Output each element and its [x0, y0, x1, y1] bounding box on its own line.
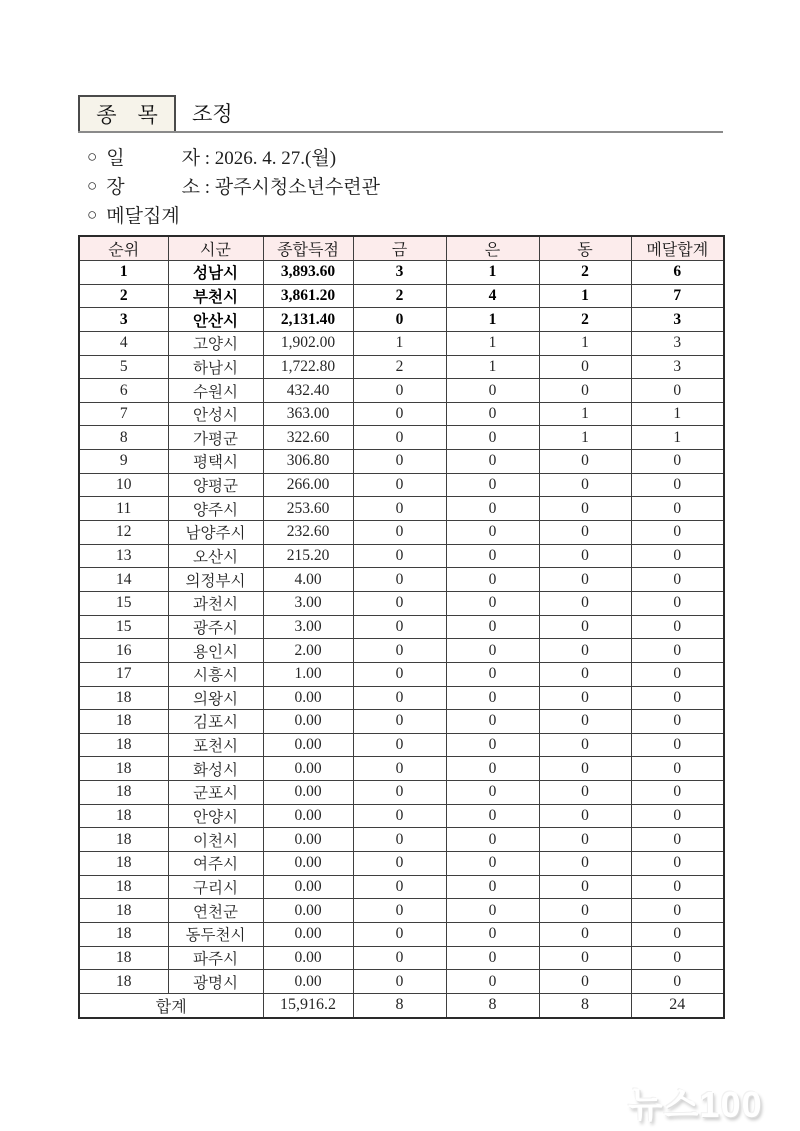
table-cell: 266.00 — [263, 473, 353, 497]
table-cell: 평택시 — [168, 450, 263, 474]
table-cell: 0.00 — [263, 875, 353, 899]
table-cell: 18 — [79, 922, 168, 946]
meta-date-text: 일 자 : 2026. 4. 27.(월) — [106, 148, 337, 169]
table-cell: 363.00 — [263, 402, 353, 426]
table-cell: 0 — [631, 875, 724, 899]
table-cell: 0 — [353, 852, 446, 876]
table-cell: 0 — [631, 639, 724, 663]
table-cell: 0 — [353, 781, 446, 805]
table-cell: 0.00 — [263, 828, 353, 852]
table-row — [79, 970, 724, 994]
table-cell: 0 — [353, 804, 446, 828]
table-row — [79, 875, 724, 899]
table-cell: 0 — [631, 781, 724, 805]
table-cell: 0 — [539, 852, 631, 876]
meta-line-medal-count — [78, 200, 723, 229]
subject-value: 조정 — [192, 102, 233, 126]
table-cell: 고양시 — [168, 331, 263, 355]
table-cell: 0 — [539, 568, 631, 592]
table-cell: 0 — [446, 473, 539, 497]
table-cell: 하남시 — [168, 355, 263, 379]
header-medal-total: 메달합계 — [631, 236, 724, 261]
table-cell: 연천군 — [168, 899, 263, 923]
table-cell: 0 — [353, 568, 446, 592]
table-cell: 양평군 — [168, 473, 263, 497]
table-cell: 5 — [79, 355, 168, 379]
table-cell: 0 — [446, 922, 539, 946]
table-cell: 0 — [539, 473, 631, 497]
meta-medal-count-text: 메달집계 — [106, 206, 180, 227]
table-cell: 0 — [539, 355, 631, 379]
table-cell: 0 — [631, 497, 724, 521]
table-cell: 215.20 — [263, 544, 353, 568]
table-cell: 3,861.20 — [263, 284, 353, 308]
table-cell: 남양주시 — [168, 521, 263, 545]
table-cell: 0 — [353, 899, 446, 923]
table-cell: 9 — [79, 450, 168, 474]
table-cell: 오산시 — [168, 544, 263, 568]
table-cell: 0 — [446, 568, 539, 592]
table-cell: 0 — [446, 781, 539, 805]
table-cell: 0 — [446, 662, 539, 686]
table-cell: 0 — [631, 804, 724, 828]
table-row — [79, 308, 724, 332]
table-cell: 3,893.60 — [263, 261, 353, 285]
table-cell: 3 — [353, 261, 446, 285]
table-cell: 2 — [353, 284, 446, 308]
table-cell: 0 — [446, 946, 539, 970]
table-cell: 0.00 — [263, 781, 353, 805]
table-cell: 0 — [446, 733, 539, 757]
table-cell: 0 — [539, 946, 631, 970]
header-score: 종합득점 — [263, 236, 353, 261]
table-row — [79, 355, 724, 379]
table-cell: 1,902.00 — [263, 331, 353, 355]
table-row — [79, 521, 724, 545]
table-cell: 0 — [353, 970, 446, 994]
table-cell: 1 — [631, 402, 724, 426]
table-cell: 0 — [446, 591, 539, 615]
table-cell: 18 — [79, 828, 168, 852]
table-cell: 0 — [446, 852, 539, 876]
table-cell: 0 — [539, 875, 631, 899]
table-cell: 0.00 — [263, 899, 353, 923]
table-cell: 18 — [79, 733, 168, 757]
table-cell: 18 — [79, 970, 168, 994]
table-cell: 0 — [353, 497, 446, 521]
table-cell: 16 — [79, 639, 168, 663]
table-row — [79, 686, 724, 710]
table-cell: 17 — [79, 662, 168, 686]
table-row — [79, 852, 724, 876]
table-cell: 18 — [79, 781, 168, 805]
table-cell: 0 — [539, 828, 631, 852]
table-cell: 1 — [539, 426, 631, 450]
table-row — [79, 497, 724, 521]
table-cell: 1 — [539, 284, 631, 308]
table-cell: 2 — [539, 261, 631, 285]
table-cell: 0 — [353, 922, 446, 946]
table-cell: 0 — [446, 804, 539, 828]
table-cell: 1 — [446, 355, 539, 379]
table-cell: 322.60 — [263, 426, 353, 450]
table-cell: 0 — [353, 379, 446, 403]
table-cell: 0 — [353, 733, 446, 757]
table-row — [79, 615, 724, 639]
table-cell: 수원시 — [168, 379, 263, 403]
table-cell: 0 — [446, 615, 539, 639]
header-rank: 순위 — [79, 236, 168, 261]
table-cell: 0.00 — [263, 970, 353, 994]
meta-line-date — [78, 142, 723, 171]
table-cell: 2.00 — [263, 639, 353, 663]
table-cell: 0 — [539, 521, 631, 545]
table-cell: 0 — [631, 686, 724, 710]
table-cell: 가평군 — [168, 426, 263, 450]
table-cell: 0 — [353, 662, 446, 686]
table-cell: 3.00 — [263, 615, 353, 639]
table-row — [79, 781, 724, 805]
table-row — [79, 591, 724, 615]
table-cell: 0 — [539, 899, 631, 923]
table-footer-row — [79, 993, 724, 1018]
table-cell: 14 — [79, 568, 168, 592]
table-cell: 0 — [631, 591, 724, 615]
table-cell: 18 — [79, 899, 168, 923]
table-cell: 0 — [446, 450, 539, 474]
table-cell: 18 — [79, 852, 168, 876]
table-cell: 0.00 — [263, 852, 353, 876]
medal-table-footer — [79, 993, 724, 1018]
table-cell: 0 — [353, 450, 446, 474]
table-cell: 0 — [446, 875, 539, 899]
table-cell: 1 — [353, 331, 446, 355]
table-cell: 0.00 — [263, 686, 353, 710]
table-cell: 2 — [79, 284, 168, 308]
footer-label: 합계 — [79, 993, 263, 1018]
table-cell: 여주시 — [168, 852, 263, 876]
table-cell: 0 — [539, 615, 631, 639]
table-cell: 3 — [631, 355, 724, 379]
table-cell: 군포시 — [168, 781, 263, 805]
table-cell: 광명시 — [168, 970, 263, 994]
table-cell: 0 — [539, 781, 631, 805]
table-cell: 0 — [353, 591, 446, 615]
table-row — [79, 922, 724, 946]
table-cell: 0 — [353, 686, 446, 710]
table-cell: 0 — [353, 473, 446, 497]
table-cell: 0 — [539, 733, 631, 757]
header-bronze: 동 — [539, 236, 631, 261]
table-row — [79, 379, 724, 403]
table-cell: 0 — [539, 379, 631, 403]
table-cell: 306.80 — [263, 450, 353, 474]
footer-score: 15,916.2 — [263, 993, 353, 1018]
table-cell: 0 — [631, 450, 724, 474]
table-cell: 0 — [539, 757, 631, 781]
table-cell: 0 — [446, 497, 539, 521]
table-cell: 0 — [631, 568, 724, 592]
table-cell: 4 — [446, 284, 539, 308]
table-row — [79, 946, 724, 970]
table-cell: 안성시 — [168, 402, 263, 426]
header-row — [79, 236, 724, 261]
table-cell: 파주시 — [168, 946, 263, 970]
table-cell: 1 — [79, 261, 168, 285]
table-cell: 7 — [79, 402, 168, 426]
table-cell: 0 — [539, 544, 631, 568]
table-cell: 18 — [79, 710, 168, 734]
table-cell: 0 — [539, 922, 631, 946]
table-cell: 18 — [79, 946, 168, 970]
table-cell: 0 — [353, 402, 446, 426]
table-cell: 이천시 — [168, 828, 263, 852]
table-cell: 12 — [79, 521, 168, 545]
table-row — [79, 757, 724, 781]
table-cell: 과천시 — [168, 591, 263, 615]
table-cell: 18 — [79, 875, 168, 899]
table-cell: 안양시 — [168, 804, 263, 828]
table-row — [79, 426, 724, 450]
table-cell: 0 — [446, 379, 539, 403]
table-cell: 0 — [539, 639, 631, 663]
circle-bullet-icon: ○ — [87, 205, 98, 224]
table-cell: 0 — [631, 615, 724, 639]
table-row — [79, 568, 724, 592]
title-row — [78, 95, 723, 133]
table-cell: 8 — [79, 426, 168, 450]
table-cell: 0 — [446, 828, 539, 852]
table-cell: 0 — [353, 308, 446, 332]
table-cell: 부천시 — [168, 284, 263, 308]
table-cell: 구리시 — [168, 875, 263, 899]
table-cell: 0 — [631, 922, 724, 946]
table-cell: 0 — [353, 639, 446, 663]
table-cell: 1 — [446, 308, 539, 332]
table-cell: 0.00 — [263, 710, 353, 734]
table-cell: 3 — [79, 308, 168, 332]
table-cell: 0 — [631, 521, 724, 545]
table-row — [79, 261, 724, 285]
table-row — [79, 733, 724, 757]
table-cell: 0 — [631, 710, 724, 734]
table-cell: 김포시 — [168, 710, 263, 734]
table-row — [79, 639, 724, 663]
medal-table-body — [79, 261, 724, 994]
table-cell: 성남시 — [168, 261, 263, 285]
table-cell: 동두천시 — [168, 922, 263, 946]
table-cell: 10 — [79, 473, 168, 497]
table-cell: 0 — [631, 970, 724, 994]
table-cell: 18 — [79, 686, 168, 710]
footer-silver: 8 — [446, 993, 539, 1018]
table-cell: 의정부시 — [168, 568, 263, 592]
table-cell: 6 — [79, 379, 168, 403]
table-row — [79, 402, 724, 426]
table-cell: 0 — [631, 852, 724, 876]
meta-list — [78, 142, 723, 229]
table-cell: 0 — [631, 662, 724, 686]
table-cell: 0 — [446, 710, 539, 734]
table-cell: 0 — [353, 615, 446, 639]
header-gold: 금 — [353, 236, 446, 261]
table-row — [79, 473, 724, 497]
table-cell: 화성시 — [168, 757, 263, 781]
table-cell: 0 — [353, 828, 446, 852]
table-cell: 0 — [353, 875, 446, 899]
circle-bullet-icon: ○ — [87, 176, 98, 195]
table-cell: 0 — [446, 426, 539, 450]
table-cell: 0 — [539, 804, 631, 828]
table-cell: 0 — [446, 757, 539, 781]
table-cell: 2,131.40 — [263, 308, 353, 332]
table-cell: 포천시 — [168, 733, 263, 757]
table-cell: 0 — [631, 473, 724, 497]
table-cell: 0 — [446, 970, 539, 994]
table-cell: 0 — [446, 544, 539, 568]
table-cell: 0 — [631, 946, 724, 970]
table-cell: 0 — [446, 521, 539, 545]
table-cell: 0 — [353, 426, 446, 450]
table-cell: 18 — [79, 804, 168, 828]
footer-bronze: 8 — [539, 993, 631, 1018]
table-cell: 0 — [539, 710, 631, 734]
table-cell: 0 — [353, 710, 446, 734]
table-cell: 11 — [79, 497, 168, 521]
document-page — [78, 95, 723, 1019]
table-cell: 3.00 — [263, 591, 353, 615]
table-row — [79, 710, 724, 734]
table-cell: 0 — [353, 544, 446, 568]
table-cell: 15 — [79, 591, 168, 615]
table-cell: 0.00 — [263, 804, 353, 828]
table-cell: 3 — [631, 308, 724, 332]
table-row — [79, 804, 724, 828]
table-cell: 1 — [446, 331, 539, 355]
table-cell: 1.00 — [263, 662, 353, 686]
table-row — [79, 544, 724, 568]
table-cell: 0.00 — [263, 946, 353, 970]
table-cell: 432.40 — [263, 379, 353, 403]
table-row — [79, 828, 724, 852]
footer-medal-total: 24 — [631, 993, 724, 1018]
table-cell: 1 — [539, 331, 631, 355]
footer-gold: 8 — [353, 993, 446, 1018]
table-cell: 1 — [631, 426, 724, 450]
table-cell: 0 — [539, 497, 631, 521]
table-cell: 광주시 — [168, 615, 263, 639]
table-row — [79, 284, 724, 308]
table-cell: 4.00 — [263, 568, 353, 592]
table-cell: 6 — [631, 261, 724, 285]
medal-table — [78, 235, 725, 1019]
medal-table-header — [79, 236, 724, 261]
header-city: 시군 — [168, 236, 263, 261]
table-cell: 0 — [631, 899, 724, 923]
table-cell: 0.00 — [263, 757, 353, 781]
table-row — [79, 331, 724, 355]
table-cell: 0 — [446, 402, 539, 426]
table-cell: 시흥시 — [168, 662, 263, 686]
circle-bullet-icon: ○ — [87, 147, 98, 166]
table-cell: 7 — [631, 284, 724, 308]
table-cell: 0 — [539, 591, 631, 615]
table-cell: 0 — [539, 662, 631, 686]
table-cell: 0 — [631, 828, 724, 852]
meta-place-text: 장 소 : 광주시청소년수련관 — [106, 177, 380, 198]
table-cell: 0 — [631, 733, 724, 757]
table-cell: 1 — [539, 402, 631, 426]
table-cell: 0 — [353, 757, 446, 781]
table-row — [79, 662, 724, 686]
table-cell: 0 — [631, 379, 724, 403]
table-cell: 232.60 — [263, 521, 353, 545]
subject-label: 종 목 — [96, 103, 158, 127]
table-cell: 양주시 — [168, 497, 263, 521]
table-cell: 13 — [79, 544, 168, 568]
header-silver: 은 — [446, 236, 539, 261]
table-cell: 15 — [79, 615, 168, 639]
table-cell: 0 — [539, 450, 631, 474]
table-cell: 용인시 — [168, 639, 263, 663]
table-cell: 0.00 — [263, 733, 353, 757]
table-cell: 의왕시 — [168, 686, 263, 710]
table-cell: 3 — [631, 331, 724, 355]
table-cell: 4 — [79, 331, 168, 355]
table-cell: 2 — [353, 355, 446, 379]
table-cell: 0 — [539, 686, 631, 710]
table-cell: 1,722.80 — [263, 355, 353, 379]
table-row — [79, 450, 724, 474]
subject-label-box — [78, 95, 176, 131]
table-cell: 0 — [631, 544, 724, 568]
table-cell: 2 — [539, 308, 631, 332]
table-cell: 0 — [631, 757, 724, 781]
table-row — [79, 899, 724, 923]
table-cell: 0 — [446, 899, 539, 923]
table-cell: 0.00 — [263, 922, 353, 946]
table-cell: 0 — [446, 639, 539, 663]
table-cell: 18 — [79, 757, 168, 781]
table-cell: 안산시 — [168, 308, 263, 332]
table-cell: 253.60 — [263, 497, 353, 521]
news100-watermark-logo: 뉴스100 — [628, 1084, 763, 1125]
table-cell: 0 — [353, 946, 446, 970]
table-cell: 0 — [539, 970, 631, 994]
meta-line-place — [78, 171, 723, 200]
table-cell: 1 — [446, 261, 539, 285]
table-cell: 0 — [353, 521, 446, 545]
table-cell: 0 — [446, 686, 539, 710]
